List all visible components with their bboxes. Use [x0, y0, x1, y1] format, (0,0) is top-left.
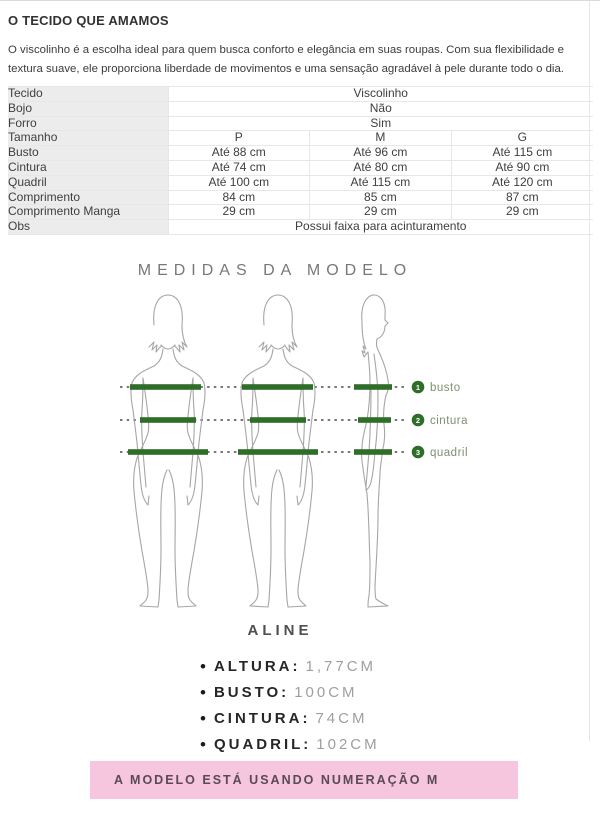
busto-number: 1 [415, 382, 421, 392]
stat-value: 102CM [316, 735, 380, 753]
model-name: ALINE [247, 621, 313, 639]
stat-label: CINTURA: [213, 709, 311, 727]
table-row [8, 146, 593, 161]
content-area [0, 1, 600, 799]
cintura-label: cintura [430, 414, 469, 427]
size-chart-table [8, 86, 593, 235]
row-value: Possui faixa para acinturamento [168, 220, 593, 235]
bullet-icon: • [200, 708, 206, 728]
row-value-m: M [310, 131, 452, 146]
row-label: Bojo [8, 101, 168, 116]
size-note-banner: A MODELO ESTÁ USANDO NUMERAÇÃO M [90, 761, 518, 799]
table-row [8, 190, 593, 205]
table-row [8, 116, 593, 131]
list-item [200, 654, 592, 680]
table-row [8, 101, 593, 116]
row-value-g: Até 115 cm [451, 146, 593, 161]
row-label: Tamanho [8, 131, 168, 146]
table-row [8, 205, 593, 220]
bullet-icon: • [200, 734, 206, 754]
table-row [8, 87, 593, 102]
row-label: Tecido [8, 87, 168, 102]
row-value-p: Até 100 cm [168, 175, 310, 190]
row-label: Quadril [8, 175, 168, 190]
row-value-p: Até 74 cm [168, 160, 310, 175]
stat-value: 1,77CM [305, 657, 377, 675]
stat-value: 100CM [294, 683, 358, 701]
model-measures-heading: MEDIDAS DA MODELO [137, 261, 413, 279]
row-value-m: 29 cm [310, 205, 452, 220]
table-row [8, 175, 593, 190]
quadril-label: quadril [430, 446, 469, 459]
row-label: Comprimento Manga [8, 205, 168, 220]
cintura-number: 2 [415, 415, 421, 425]
page-right-border [589, 1, 590, 741]
stat-label: ALTURA: [213, 657, 301, 675]
row-value-g: 87 cm [451, 190, 593, 205]
busto-label: busto [430, 381, 461, 394]
row-value-m: 85 cm [310, 190, 452, 205]
row-value: Viscolinho [168, 87, 593, 102]
row-value: Não [168, 101, 593, 116]
list-item [200, 706, 592, 732]
table-row [8, 220, 593, 235]
row-value-p: P [168, 131, 310, 146]
row-value: Sim [168, 116, 593, 131]
row-value-g: G [451, 131, 593, 146]
row-label: Forro [8, 116, 168, 131]
row-value-m: Até 115 cm [310, 175, 452, 190]
row-label: Cintura [8, 160, 168, 175]
list-item [200, 680, 592, 706]
bullet-icon: • [200, 682, 206, 702]
row-value-p: 29 cm [168, 205, 310, 220]
list-item [200, 732, 592, 758]
model-stats-list [200, 654, 592, 758]
measurement-bars [128, 384, 392, 455]
row-value-g: 29 cm [451, 205, 593, 220]
row-value-p: 84 cm [168, 190, 310, 205]
stat-value: 74CM [315, 709, 368, 727]
row-label: Busto [8, 146, 168, 161]
row-value-m: Até 80 cm [310, 160, 452, 175]
row-value-g: Até 90 cm [451, 160, 593, 175]
fabric-description: O viscolinho é a escolha ideal para quem busca conforto e elegância em suas roupas. Com sua flexibilidade e textura suave, ele proporciona liberdade de movimentos e uma sensação agradável à pele durante todo o dia. [8, 44, 564, 75]
row-label: Comprimento [8, 190, 168, 205]
model-measurements-illustration [108, 289, 508, 614]
table-row [8, 160, 593, 175]
bullet-icon: • [200, 656, 206, 676]
quadril-number: 3 [415, 447, 421, 457]
table-row [8, 131, 593, 146]
stat-label: QUADRIL: [213, 735, 312, 753]
row-label: Obs [8, 220, 168, 235]
row-value-g: Até 120 cm [451, 175, 593, 190]
section-heading: O TECIDO QUE AMAMOS [8, 13, 169, 28]
row-value-m: Até 96 cm [310, 146, 452, 161]
stat-label: BUSTO: [213, 683, 290, 701]
row-value-p: Até 88 cm [168, 146, 310, 161]
measure-legend [412, 381, 468, 459]
